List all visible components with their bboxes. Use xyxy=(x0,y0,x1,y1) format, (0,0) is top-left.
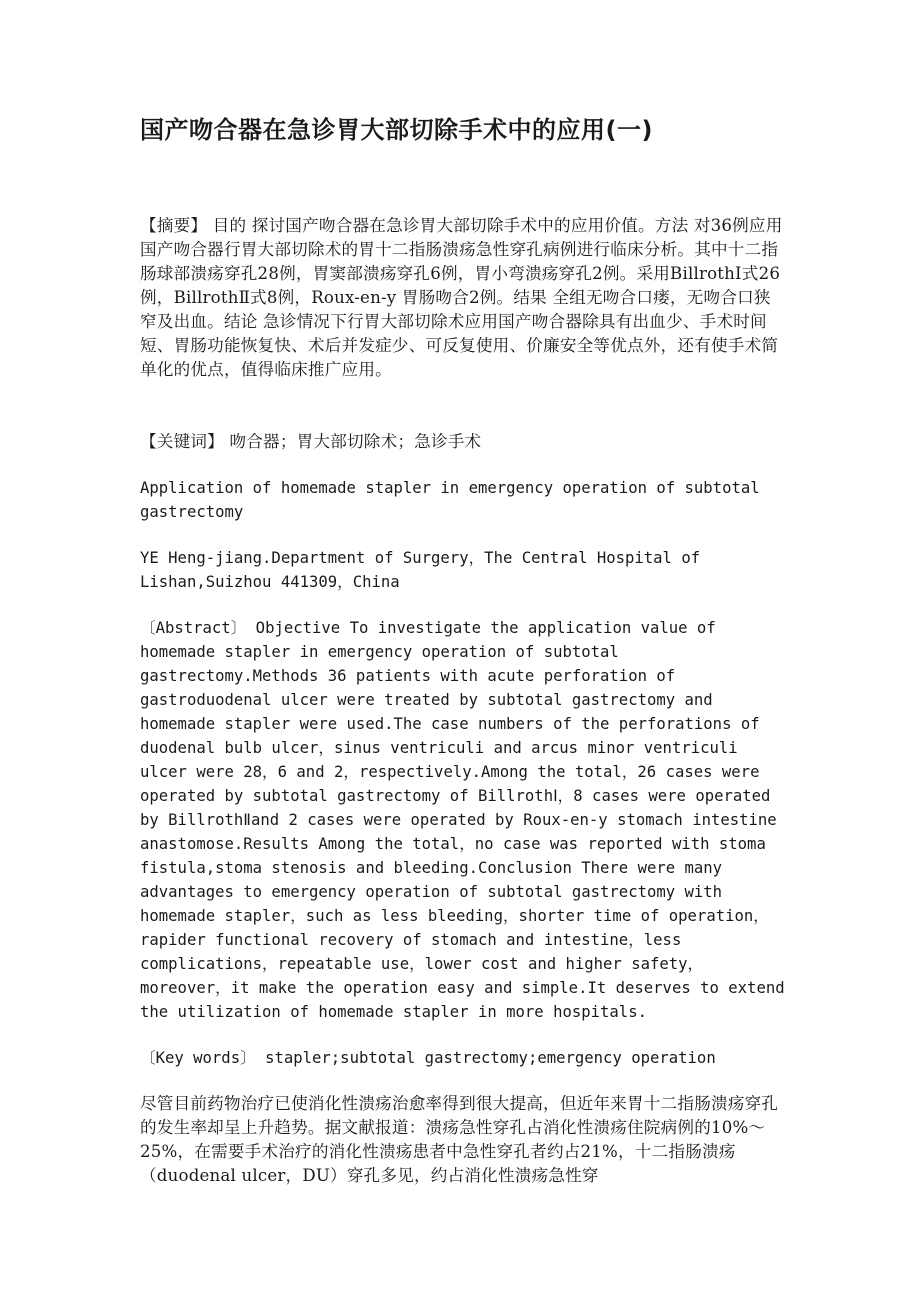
keywords-cn-label: 【关键词】 xyxy=(140,432,224,451)
abstract-en-label: 〔Abstract〕 xyxy=(140,619,247,637)
english-title: Application of homemade stapler in emergency operation of subtotal gastrectomy xyxy=(140,479,760,521)
abstract-cn-text: 目的 探讨国产吻合器在急诊胃大部切除手术中的应用价值。方法 对36例应用国产吻合器行胃大部切除术的胃十二指肠溃疡急性穿孔病例进行临床分析。其中十二指肠球部溃疡穿孔28例，胃窦部溃疡穿孔6例，胃小弯溃疡穿孔2例。采用BillrothⅠ式26例，BillrothⅡ式8例，Roux-en-y 胃肠吻合2例。结果 全组无吻合口瘘，无吻合口狭窄及出血。结论 急诊情况下行胃大部切除术应用国产吻合器除具有出血少、手术时间短、胃肠功能恢复快、术后并发症少、可反复使用、价廉安全等优点外，还有使手术简单化的优点，值得临床推广应用。 xyxy=(140,216,783,379)
abstract-en-text: Objective To investigate the application value of homemade stapler in emergency operation of subtotal gastrectomy.Methods 36 patients with acute perforation of gastroduodenal ulcer were treated by subtotal gastrectomy and homemade stapler were used.The case numbers of the perforations of duodenal bulb ulcer，sinus ventriculi and arcus minor ventriculi ulcer were 28，6 and 2，respectively.Among the total，26 cases were operated by subtotal gastrectomy of BillrothⅠ，8 cases were operated by BillrothⅡand 2 cases were operated by Roux-en-y stomach intestine anastomose.Results Among the total，no case was reported with stoma fistula,stoma stenosis and bleeding.Conclusion There were many advantages to emergency operation of subtotal gastrectomy with homemade stapler，such as less bleeding，shorter time of operation，rapider functional recovery of stomach and intestine，less complications，repeatable use，lower cost and higher safety，moreover，it make the operation easy and simple.It deserves to extend the utilization of homemade stapler in more hospitals. xyxy=(140,619,785,1021)
abstract-cn-label: 【摘要】 xyxy=(140,216,208,235)
keywords-en-label: 〔Key words〕 xyxy=(140,1049,256,1067)
body-intro: 尽管目前药物治疗已使消化性溃疡治愈率得到很大提高，但近年来胃十二指肠溃疡穿孔的发生率却呈上升趋势。据文献报道：溃疡急性穿孔占消化性溃疡住院病例的10%～25%，在需要手术治疗的消化性溃疡患者中急性穿孔者约占21%，十二指肠溃疡（duodenal ulcer，DU）穿孔多见，约占消化性溃疡急性穿 xyxy=(140,1094,779,1185)
keywords-en xyxy=(140,1046,785,1070)
abstract-cn xyxy=(140,214,785,382)
english-author: YE Heng-jiang.Department of Surgery，The Central Hospital of Lishan,Suizhou 441309，China xyxy=(140,549,701,591)
abstract-en xyxy=(140,616,785,1024)
keywords-cn xyxy=(140,430,785,454)
document-title: 国产吻合器在急诊胃大部切除手术中的应用(一) xyxy=(140,116,653,144)
keywords-cn-text: 吻合器；胃大部切除术；急诊手术 xyxy=(223,432,482,451)
keywords-en-text: stapler;subtotal gastrectomy;emergency operation xyxy=(255,1049,716,1067)
